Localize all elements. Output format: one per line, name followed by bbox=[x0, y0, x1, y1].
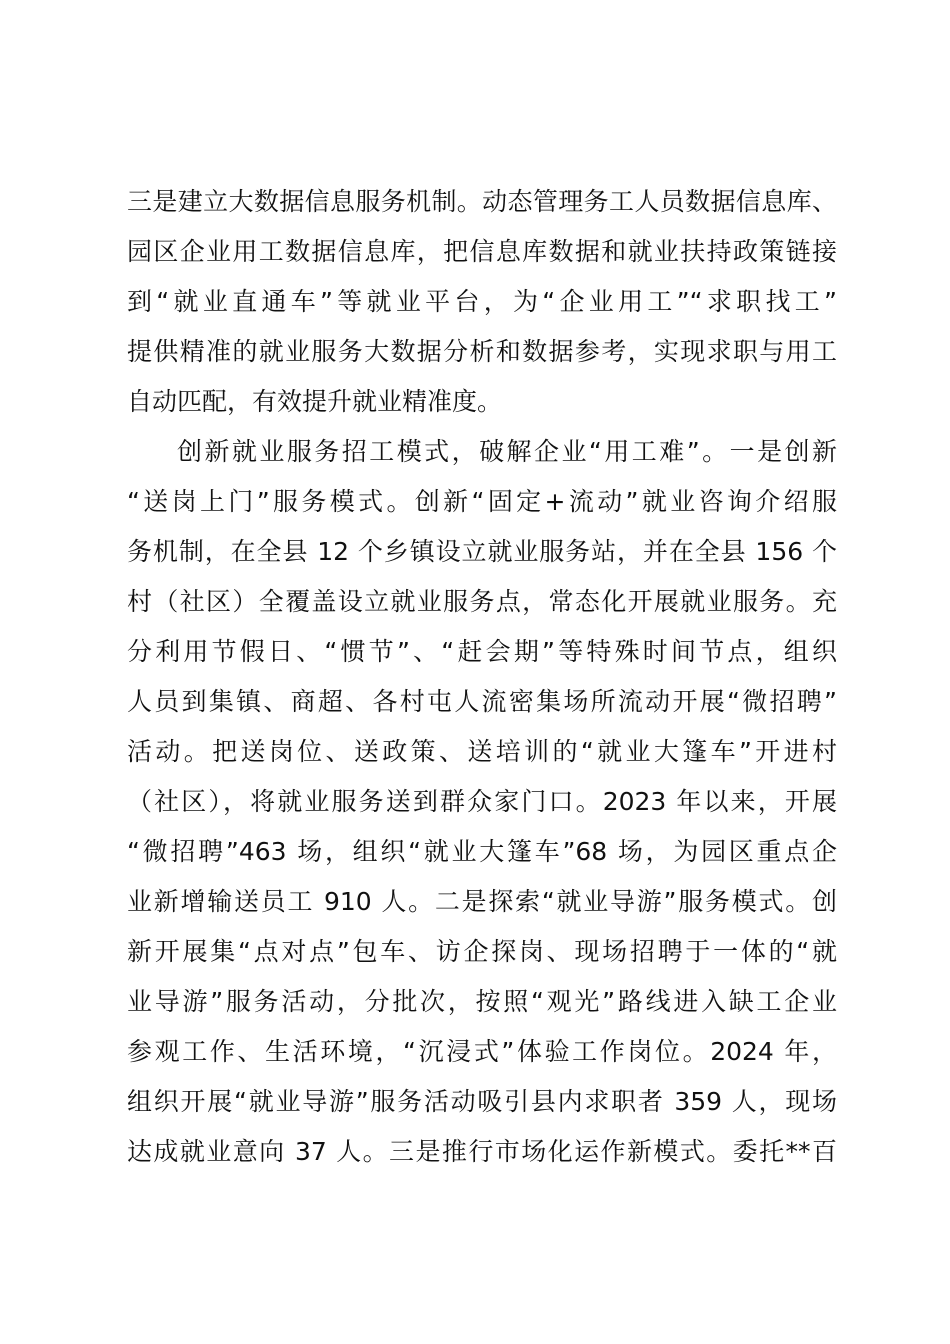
text-line: 业新增输送员工 910 人。二是探索“就业导游”服务模式。创 bbox=[127, 887, 837, 916]
text-line: 参观工作、生活环境，“沉浸式”体验工作岗位。2024 年， bbox=[127, 1037, 837, 1066]
text-line: （社区），将就业服务送到群众家门口。2023 年以来，开展 bbox=[127, 787, 837, 816]
body-text bbox=[127, 177, 837, 1177]
text-line: 园区企业用工数据信息库，把信息库数据和就业扶持政策链接 bbox=[127, 237, 837, 266]
text-line: 村（社区）全覆盖设立就业服务点，常态化开展就业服务。充 bbox=[127, 587, 837, 616]
text-line: 组织开展“就业导游”服务活动吸引县内求职者 359 人，现场 bbox=[127, 1087, 837, 1116]
text-line: “送岗上门”服务模式。创新“固定+流动”就业咨询介绍服 bbox=[127, 487, 837, 516]
text-line: 达成就业意向 37 人。三是推行市场化运作新模式。委托**百 bbox=[127, 1137, 837, 1166]
text-line: 业导游”服务活动，分批次，按照“观光”路线进入缺工企业 bbox=[127, 987, 837, 1016]
text-line: 新开展集“点对点”包车、访企探岗、现场招聘于一体的“就 bbox=[127, 937, 837, 966]
text-line: 务机制，在全县 12 个乡镇设立就业服务站，并在全县 156 个 bbox=[127, 537, 837, 566]
text-line: 到“就业直通车”等就业平台，为“企业用工”“求职找工” bbox=[127, 287, 837, 316]
text-line: 分利用节假日、“惯节”、“赶会期”等特殊时间节点，组织 bbox=[127, 637, 837, 666]
text-line: “微招聘”463 场，组织“就业大篷车”68 场，为园区重点企 bbox=[127, 837, 837, 866]
text-line: 活动。把送岗位、送政策、送培训的“就业大篷车”开进村 bbox=[127, 737, 837, 766]
text-line: 自动匹配，有效提升就业精准度。 bbox=[127, 387, 503, 416]
text-line: 三是建立大数据信息服务机制。动态管理务工人员数据信息库、 bbox=[127, 187, 837, 216]
paragraph-heading-line: 创新就业服务招工模式，破解企业“用工难”。一是创新 bbox=[177, 437, 837, 466]
text-line: 人员到集镇、商超、各村屯人流密集场所流动开展“微招聘” bbox=[127, 687, 837, 716]
text-line: 提供精准的就业服务大数据分析和数据参考，实现求职与用工 bbox=[127, 337, 837, 366]
